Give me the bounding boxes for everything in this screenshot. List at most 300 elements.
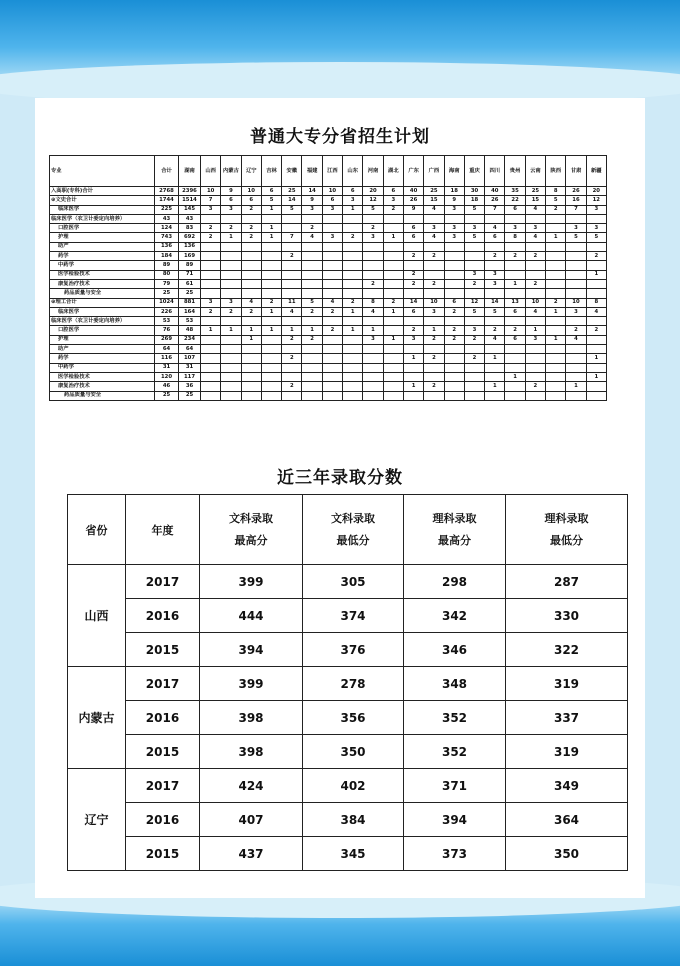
plan-quota-cell [403,345,423,354]
plan-quota-cell [525,289,545,298]
plan-quota-cell [363,317,383,326]
plan-quota-cell: 43 [179,214,201,223]
plan-quota-cell: 40 [403,187,423,196]
score-row [68,667,628,701]
plan-header-province: 内蒙古 [221,156,241,187]
plan-header-province: 陕西 [546,156,566,187]
plan-quota-cell [586,382,606,391]
plan-header-province: 江西 [322,156,342,187]
plan-quota-cell [322,242,342,251]
score-sci-max-cell: 348 [404,667,506,701]
plan-quota-cell: 2 [444,326,464,335]
plan-quota-cell [241,354,261,363]
plan-total-cell: 120 [155,372,179,381]
plan-quota-cell: 3 [221,205,241,214]
plan-quota-cell: 26 [566,187,586,196]
plan-quota-cell: 9 [302,196,322,205]
plan-major-name: 康复治疗技术 [50,382,155,391]
plan-quota-cell [261,242,281,251]
scores-title: 近三年录取分数 [277,468,403,488]
plan-quota-cell [485,345,505,354]
plan-quota-cell [322,252,342,261]
plan-quota-cell: 8 [363,298,383,307]
plan-major-name: 药学 [50,354,155,363]
plan-quota-cell: 5 [282,205,302,214]
plan-quota-cell [282,317,302,326]
plan-quota-cell: 18 [444,187,464,196]
plan-quota-cell [546,224,566,233]
plan-quota-cell: 2 [322,307,342,316]
plan-quota-cell: 2 [424,335,444,344]
plan-major-name: 护理 [50,233,155,242]
plan-major-name: 临床医学 [50,307,155,316]
plan-quota-cell: 1 [221,233,241,242]
document-page [35,98,645,898]
plan-quota-cell: 64 [179,345,201,354]
plan-total-cell: 89 [155,261,179,270]
plan-quota-cell: 2 [424,279,444,288]
plan-quota-cell: 10 [241,187,261,196]
plan-quota-cell [221,214,241,223]
plan-quota-cell [444,289,464,298]
plan-quota-cell: 1 [201,326,221,335]
plan-total-cell: 25 [155,391,179,400]
plan-quota-cell: 6 [403,307,423,316]
plan-quota-cell [201,363,221,372]
plan-quota-cell: 40 [485,187,505,196]
plan-quota-cell: 3 [444,224,464,233]
plan-quota-cell [322,354,342,363]
plan-quota-cell: 1 [261,307,281,316]
plan-quota-cell: 4 [525,205,545,214]
plan-quota-cell [444,345,464,354]
score-arts-max-cell: 424 [200,769,303,803]
plan-quota-cell [464,261,484,270]
plan-quota-cell: 2 [343,233,363,242]
plan-quota-cell: 3 [464,326,484,335]
plan-quota-cell: 3 [505,224,525,233]
plan-quota-cell [403,372,423,381]
score-sci-max-cell: 298 [404,565,506,599]
plan-quota-cell: 25 [424,187,444,196]
plan-quota-cell [464,252,484,261]
header-year: 年度 [126,495,200,565]
plan-quota-cell [201,214,221,223]
plan-row [50,363,607,372]
plan-total-cell: 2768 [155,187,179,196]
plan-quota-cell: 20 [363,187,383,196]
plan-quota-cell: 2396 [179,187,201,196]
plan-quota-cell: 6 [505,335,525,344]
plan-quota-cell [363,270,383,279]
plan-quota-cell [302,382,322,391]
plan-quota-cell [201,252,221,261]
plan-quota-cell: 7 [566,205,586,214]
header-sci-max-line2: 最高分 [438,533,471,547]
plan-quota-cell: 3 [403,335,423,344]
plan-quota-cell [241,279,261,288]
score-year-cell: 2016 [126,599,200,633]
plan-quota-cell [302,242,322,251]
plan-quota-cell [343,372,363,381]
plan-quota-cell [424,261,444,270]
plan-quota-cell [322,261,342,270]
plan-quota-cell: 2 [403,279,423,288]
plan-quota-cell [566,214,586,223]
plan-quota-cell: 6 [403,233,423,242]
plan-quota-cell [485,214,505,223]
plan-quota-cell: 3 [363,335,383,344]
score-sci-max-cell: 394 [404,803,506,837]
plan-quota-cell: 164 [179,307,201,316]
plan-quota-cell [201,270,221,279]
plan-quota-cell: 2 [464,279,484,288]
plan-quota-cell [383,363,403,372]
score-arts-max-cell: 399 [200,667,303,701]
plan-quota-cell [201,242,221,251]
plan-quota-cell: 8 [586,298,606,307]
plan-quota-cell: 30 [464,187,484,196]
plan-quota-cell [282,214,302,223]
plan-quota-cell: 3 [383,196,403,205]
plan-quota-cell: 145 [179,205,201,214]
plan-quota-cell: 3 [201,298,221,307]
score-sci-min-cell: 350 [506,837,628,871]
plan-row [50,205,607,214]
plan-quota-cell: 9 [444,196,464,205]
plan-quota-cell [201,354,221,363]
plan-quota-cell [444,252,464,261]
plan-quota-cell: 2 [485,252,505,261]
plan-total-cell: 116 [155,354,179,363]
plan-quota-cell: 2 [566,326,586,335]
plan-quota-cell [322,289,342,298]
plan-quota-cell [201,335,221,344]
plan-quota-cell [464,363,484,372]
plan-quota-cell: 4 [363,307,383,316]
plan-quota-cell [525,363,545,372]
plan-quota-cell [546,326,566,335]
plan-major-name: 临床医学（农卫计委定向培养） [50,317,155,326]
plan-quota-cell [241,363,261,372]
header-decoration [0,0,680,86]
plan-header-province: 安徽 [282,156,302,187]
plan-quota-cell: 4 [322,298,342,307]
plan-major-name: 临床医学（农卫计委定向培养） [50,214,155,223]
plan-quota-cell: 8 [546,187,566,196]
score-row [68,837,628,871]
plan-quota-cell [586,242,606,251]
plan-quota-cell: 5 [586,233,606,242]
plan-total-cell: 225 [155,205,179,214]
plan-quota-cell: 6 [221,196,241,205]
score-arts-max-cell: 398 [200,701,303,735]
plan-header-province: 甘肃 [566,156,586,187]
plan-header-province: 湖南 [179,156,201,187]
plan-row [50,317,607,326]
plan-quota-cell [282,261,302,270]
plan-header-province: 广西 [424,156,444,187]
score-arts-max-cell: 437 [200,837,303,871]
plan-quota-cell: 10 [566,298,586,307]
plan-quota-cell: 3 [322,233,342,242]
plan-quota-cell: 1 [261,205,281,214]
plan-total-cell: 269 [155,335,179,344]
plan-quota-cell [525,354,545,363]
plan-quota-cell: 107 [179,354,201,363]
plan-quota-cell [505,354,525,363]
score-sci-min-cell: 287 [506,565,628,599]
plan-major-name: 口腔医学 [50,326,155,335]
plan-quota-cell: 1 [343,205,363,214]
plan-quota-cell [201,279,221,288]
plan-quota-cell: 117 [179,372,201,381]
plan-quota-cell: 18 [464,196,484,205]
plan-quota-cell: 15 [424,196,444,205]
plan-row [50,382,607,391]
plan-quota-cell [322,345,342,354]
plan-quota-cell [343,270,363,279]
plan-quota-cell [546,372,566,381]
plan-quota-cell [201,391,221,400]
plan-quota-cell: 1 [566,382,586,391]
plan-quota-cell: 2 [383,205,403,214]
plan-quota-cell: 2 [221,224,241,233]
plan-quota-cell [343,279,363,288]
plan-quota-cell: 14 [403,298,423,307]
plan-quota-cell [546,279,566,288]
plan-quota-cell: 2 [302,307,322,316]
plan-quota-cell [546,317,566,326]
plan-quota-cell [282,391,302,400]
plan-row [50,270,607,279]
header-arts-min-line1: 文科录取 [331,511,375,525]
plan-quota-cell: 16 [566,196,586,205]
plan-quota-cell [322,363,342,372]
plan-quota-cell: 3 [586,205,606,214]
plan-total-cell: 226 [155,307,179,316]
plan-quota-cell: 6 [444,298,464,307]
plan-quota-cell [383,391,403,400]
plan-quota-cell [525,261,545,270]
plan-quota-cell: 1 [546,307,566,316]
score-year-cell: 2017 [126,769,200,803]
score-year-cell: 2017 [126,667,200,701]
plan-quota-cell: 1 [363,326,383,335]
plan-quota-cell [221,317,241,326]
plan-quota-cell: 2 [525,382,545,391]
plan-quota-cell: 2 [444,335,464,344]
plan-quota-cell: 1 [546,233,566,242]
plan-quota-cell [464,345,484,354]
plan-quota-cell [444,372,464,381]
plan-quota-cell [566,354,586,363]
plan-quota-cell: 9 [221,187,241,196]
plan-row [50,252,607,261]
plan-quota-cell [302,270,322,279]
plan-quota-cell [261,335,281,344]
plan-quota-cell [464,372,484,381]
plan-row [50,242,607,251]
plan-quota-cell: 2 [282,252,302,261]
plan-quota-cell [566,270,586,279]
plan-quota-cell [322,317,342,326]
plan-row [50,224,607,233]
plan-quota-cell [383,261,403,270]
header-sci-min-line2: 最低分 [550,533,583,547]
plan-quota-cell [444,214,464,223]
plan-quota-cell: 2 [322,326,342,335]
plan-quota-cell [363,382,383,391]
score-sci-min-cell: 337 [506,701,628,735]
plan-quota-cell [302,214,322,223]
score-sci-max-cell: 346 [404,633,506,667]
plan-quota-cell [343,363,363,372]
plan-quota-cell [424,270,444,279]
plan-quota-cell: 36 [179,382,201,391]
plan-total-cell: 184 [155,252,179,261]
plan-quota-cell [241,214,261,223]
plan-header-province: 海南 [444,156,464,187]
plan-quota-cell: 4 [566,335,586,344]
plan-quota-cell [485,317,505,326]
plan-quota-cell [221,345,241,354]
plan-quota-cell: 1 [261,326,281,335]
plan-quota-cell [485,363,505,372]
plan-quota-cell: 2 [282,354,302,363]
scores-header-row [68,495,628,565]
plan-quota-cell [241,382,261,391]
plan-quota-cell: 1 [302,326,322,335]
plan-quota-cell: 6 [505,307,525,316]
plan-quota-cell: 6 [261,187,281,196]
plan-quota-cell: 2 [363,279,383,288]
plan-row [50,298,607,307]
plan-quota-cell [221,279,241,288]
plan-quota-cell: 1 [505,279,525,288]
plan-quota-cell: 13 [505,298,525,307]
plan-quota-cell [241,252,261,261]
plan-quota-cell [464,391,484,400]
plan-quota-cell: 3 [424,224,444,233]
plan-quota-cell [566,372,586,381]
plan-quota-cell: 3 [302,205,322,214]
plan-major-name: 药品质量与安全 [50,391,155,400]
plan-quota-cell [383,270,403,279]
score-arts-min-cell: 305 [303,565,404,599]
plan-quota-cell [282,289,302,298]
plan-quota-cell: 2 [241,205,261,214]
plan-quota-cell [586,261,606,270]
plan-quota-cell [525,391,545,400]
plan-quota-cell [383,242,403,251]
plan-quota-cell [241,261,261,270]
plan-quota-cell [282,279,302,288]
plan-quota-cell [383,382,403,391]
plan-quota-cell: 12 [464,298,484,307]
plan-quota-cell [302,391,322,400]
plan-quota-cell: 1 [221,326,241,335]
score-year-cell: 2016 [126,701,200,735]
plan-quota-cell [444,242,464,251]
plan-quota-cell [282,372,302,381]
plan-quota-cell: 20 [586,187,606,196]
plan-quota-cell: 3 [566,224,586,233]
plan-quota-cell: 5 [485,307,505,316]
plan-quota-cell: 10 [424,298,444,307]
score-year-cell: 2015 [126,633,200,667]
plan-quota-cell [241,345,261,354]
plan-quota-cell: 6 [485,233,505,242]
plan-header-total: 合计 [155,156,179,187]
plan-quota-cell: 3 [525,224,545,233]
plan-quota-cell: 3 [201,205,221,214]
plan-header-province: 重庆 [464,156,484,187]
plan-row [50,372,607,381]
score-sci-min-cell: 322 [506,633,628,667]
plan-quota-cell: 1 [485,382,505,391]
plan-quota-cell: 3 [586,224,606,233]
plan-quota-cell [403,363,423,372]
plan-quota-cell [485,372,505,381]
plan-quota-cell [505,261,525,270]
header-arts-max-line1: 文科录取 [229,511,273,525]
plan-quota-cell [485,242,505,251]
plan-quota-cell [322,391,342,400]
plan-quota-cell [525,214,545,223]
plan-quota-cell: 22 [505,196,525,205]
plan-quota-cell: 5 [546,196,566,205]
plan-total-cell: 25 [155,289,179,298]
plan-quota-cell [546,363,566,372]
plan-quota-cell: 2 [424,382,444,391]
plan-quota-cell [546,354,566,363]
plan-header-province: 贵州 [505,156,525,187]
plan-quota-cell: 2 [586,252,606,261]
plan-quota-cell: 61 [179,279,201,288]
plan-quota-cell: 12 [586,196,606,205]
plan-quota-cell [201,289,221,298]
plan-quota-cell [566,363,586,372]
score-sci-max-cell: 352 [404,735,506,769]
plan-quota-cell: 1 [546,335,566,344]
plan-quota-cell [221,270,241,279]
plan-quota-cell: 31 [179,363,201,372]
plan-quota-cell: 2 [444,307,464,316]
score-row [68,803,628,837]
plan-quota-cell: 25 [282,187,302,196]
plan-quota-cell: 4 [485,224,505,233]
plan-quota-cell [546,252,566,261]
plan-quota-cell [221,382,241,391]
plan-quota-cell [444,279,464,288]
plan-quota-cell: 692 [179,233,201,242]
plan-quota-cell [363,242,383,251]
plan-quota-cell [403,214,423,223]
plan-header-province: 山东 [343,156,363,187]
score-arts-min-cell: 345 [303,837,404,871]
plan-quota-cell [241,391,261,400]
plan-quota-cell [464,317,484,326]
plan-quota-cell: 169 [179,252,201,261]
plan-major-name: 医学检验技术 [50,270,155,279]
plan-quota-cell: 2 [383,298,403,307]
plan-quota-cell: 26 [485,196,505,205]
plan-quota-cell [505,242,525,251]
plan-major-name: 药品质量与安全 [50,289,155,298]
plan-quota-cell: 2 [221,307,241,316]
plan-quota-cell: 5 [464,307,484,316]
